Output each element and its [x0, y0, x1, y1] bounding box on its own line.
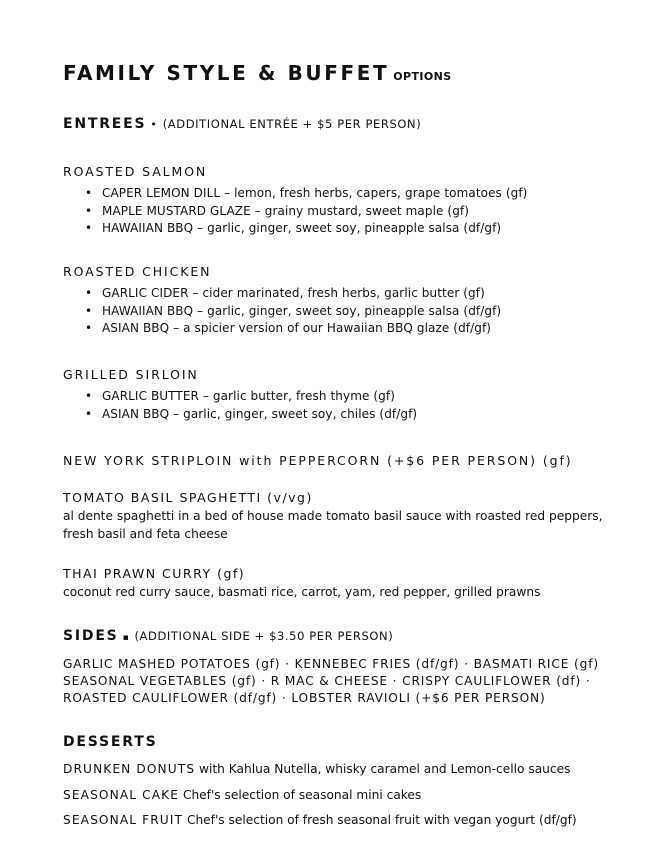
curry-title: THAI PRAWN CURRY (gf): [63, 566, 246, 581]
sides-list: [63, 656, 599, 707]
striploin-title: NEW YORK STRIPLOIN with PEPPERCORN (+$6 PER PERSON) (gf): [63, 453, 573, 468]
list-item: • HAWAIIAN BBQ – garlic, ginger, sweet soy, pineapple salsa (df/gf): [102, 303, 501, 321]
dessert-name: SEASONAL FRUIT: [63, 813, 184, 827]
salmon-list: [63, 185, 527, 238]
title-small: OPTIONS: [393, 70, 452, 83]
sirloin-group: [63, 367, 417, 423]
sirloin-list: [63, 388, 417, 423]
sides-line: GARLIC MASHED POTATOES (gf) · KENNEBEC FRIES (df/gf) · BASMATI RICE (gf): [63, 657, 599, 671]
salmon-group: [63, 164, 527, 238]
dessert-desc: Chef's selection of fresh seasonal fruit with vegan yogurt (df/gf): [186, 813, 577, 827]
chicken-list: [63, 285, 501, 338]
dessert-item: [63, 762, 570, 776]
dessert-desc: with Kahlua Nutella, whisky caramel and Lemon-cello sauces: [199, 762, 571, 776]
curry-desc: coconut red curry sauce, basmati rice, carrot, yam, red pepper, grilled prawns: [63, 585, 541, 599]
list-item: • MAPLE MUSTARD GLAZE – grainy mustard, sweet maple (gf): [102, 203, 527, 221]
dessert-name: SEASONAL CAKE: [63, 788, 180, 802]
chicken-title: ROASTED CHICKEN: [63, 264, 212, 279]
sides-line: ROASTED CAULIFLOWER (df/gf) · LOBSTER RAVIOLI (+$6 PER PERSON): [63, 691, 546, 705]
list-item: • ASIAN BBQ – garlic, ginger, sweet soy, chiles (df/gf): [102, 406, 417, 424]
desserts-heading: DESSERTS: [63, 734, 158, 750]
list-item: • CAPER LEMON DILL – lemon, fresh herbs, capers, grape tomatoes (gf): [102, 185, 527, 203]
entrees-bullet: •: [150, 118, 159, 131]
chicken-group: [63, 264, 501, 338]
entrees-heading: [63, 116, 421, 132]
list-item: • ASIAN BBQ – a spicier version of our Hawaiian BBQ glaze (df/gf): [102, 320, 501, 338]
sides-bullet: ▪: [122, 633, 131, 643]
spaghetti-title: TOMATO BASIL SPAGHETTI (v/vg): [63, 490, 313, 505]
entrees-heading-label: ENTREES: [63, 116, 147, 132]
salmon-title: ROASTED SALMON: [63, 164, 208, 179]
dessert-item: [63, 788, 421, 802]
entrees-note: (ADDITIONAL ENTRÉE + $5 PER PERSON): [162, 117, 422, 131]
dessert-name: DRUNKEN DONUTS: [63, 762, 196, 776]
dessert-item: [63, 813, 577, 827]
sides-note: (ADDITIONAL SIDE + $3.50 PER PERSON): [134, 629, 394, 643]
title-main: FAMILY STYLE & BUFFET: [63, 61, 390, 85]
list-item: • HAWAIIAN BBQ – garlic, ginger, sweet soy, pineapple salsa (df/gf): [102, 220, 527, 238]
spaghetti-group: [63, 490, 623, 543]
sirloin-title: GRILLED SIRLOIN: [63, 367, 199, 382]
page-title: [63, 58, 452, 92]
list-item: • GARLIC BUTTER – garlic butter, fresh thyme (gf): [102, 388, 417, 406]
spaghetti-desc: al dente spaghetti in a bed of house made tomato basil sauce with roasted red peppers, fresh basil and feta cheese: [63, 509, 603, 541]
list-item: • GARLIC CIDER – cider marinated, fresh herbs, garlic butter (gf): [102, 285, 501, 303]
curry-group: [63, 566, 540, 601]
dessert-desc: Chef's selection of seasonal mini cakes: [182, 788, 422, 802]
sides-line: SEASONAL VEGETABLES (gf) · R MAC & CHEESE · CRISPY CAULIFLOWER (df) ·: [63, 674, 591, 688]
sides-heading-label: SIDES: [63, 628, 119, 644]
sides-heading: [63, 628, 393, 644]
